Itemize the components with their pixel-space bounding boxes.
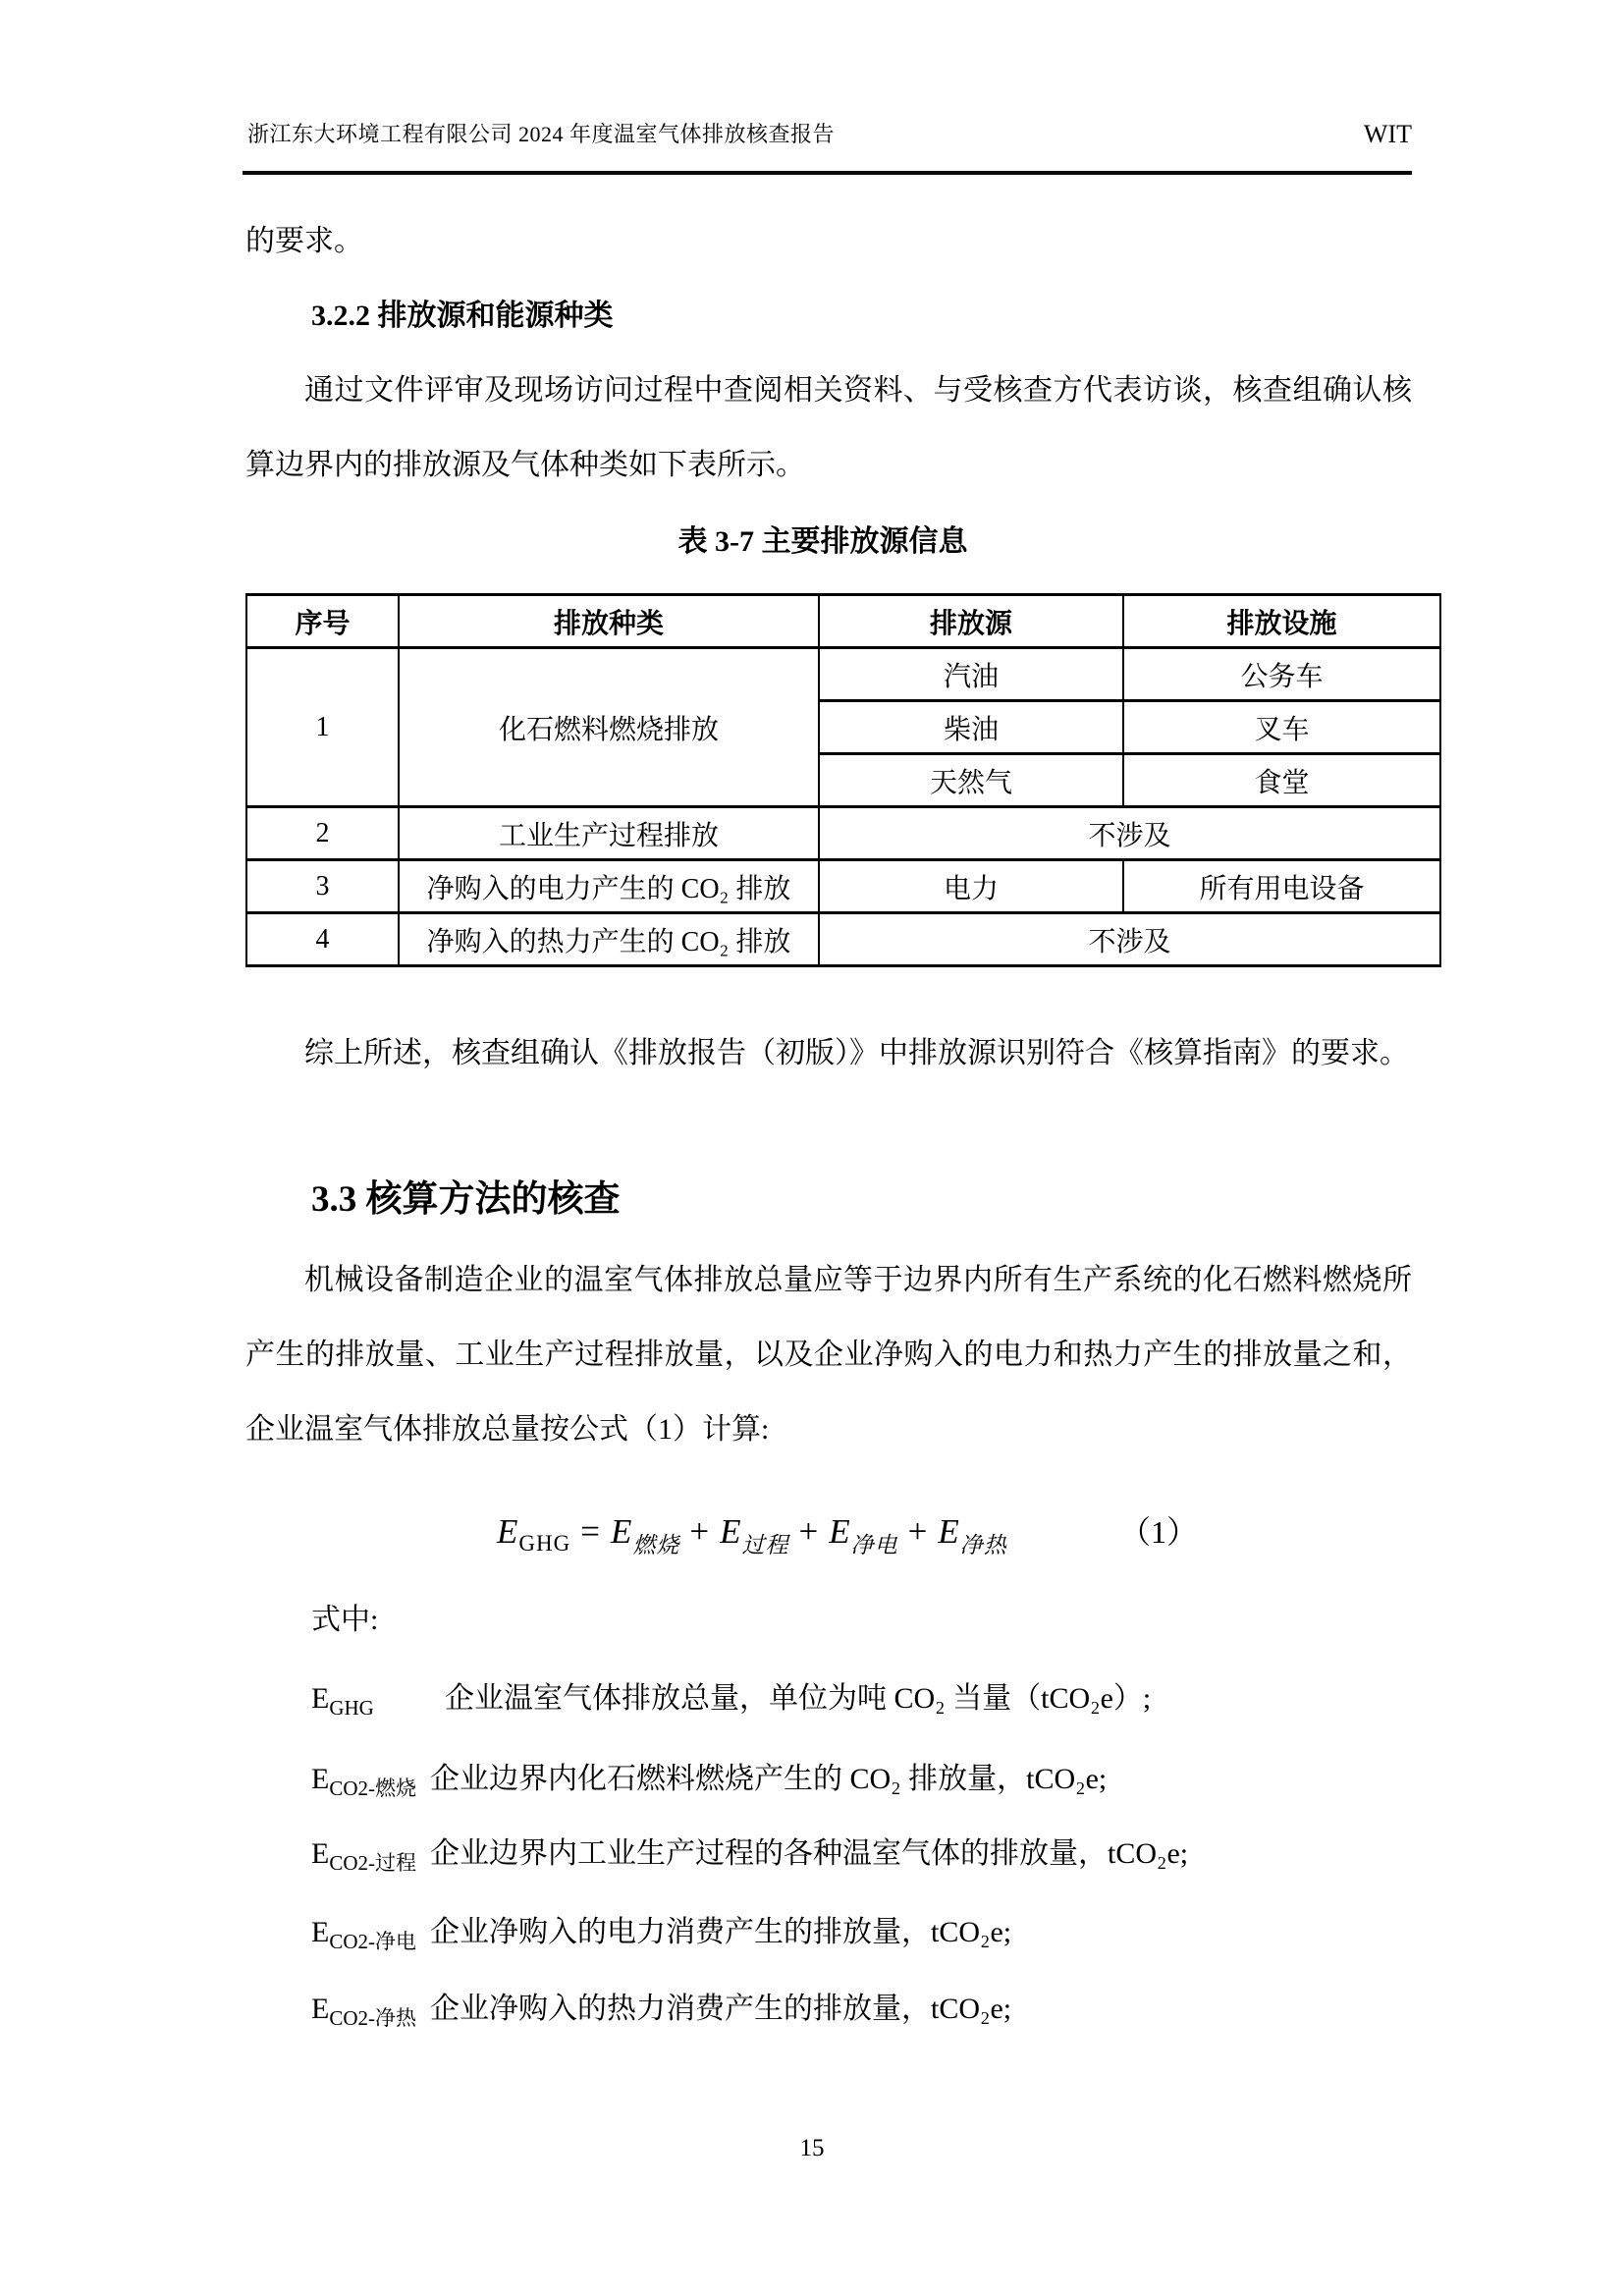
cell-source-gasoline: 汽油 xyxy=(819,648,1123,701)
definition-symbol-sub: GHG xyxy=(329,1696,374,1720)
cell-kind-4: 净购入的热力产生的 CO₂ 排放 xyxy=(399,913,819,966)
formula-term: E xyxy=(720,1512,742,1551)
cell-kind-2: 工业生产过程排放 xyxy=(399,807,819,860)
formula-1 xyxy=(245,1495,1412,1569)
definition-symbol-sub: CO2-净电 xyxy=(329,1930,416,1953)
formula-term-sub: 净热 xyxy=(959,1533,1007,1558)
cell-merged-2: 不涉及 xyxy=(819,807,1440,860)
formula-term: E xyxy=(829,1512,851,1551)
plus-sign: + xyxy=(689,1512,711,1551)
cell-facility-forklift: 叉车 xyxy=(1123,701,1440,754)
plus-sign: + xyxy=(907,1512,929,1551)
table-row xyxy=(246,648,1440,701)
definition-text: 企业净购入的热力消费产生的排放量，tCO₂e; xyxy=(430,1993,1012,2025)
header-title: 浙江东大环境工程有限公司 2024 年度温室气体排放核查报告 xyxy=(247,122,836,146)
definition-symbol xyxy=(311,1993,416,2030)
paragraph-summary: 综上所述，核查组确认《排放报告（初版）》中排放源识别符合《核算指南》的要求。 xyxy=(304,1037,1409,1069)
formula-term-sub: 燃烧 xyxy=(632,1533,680,1558)
definition-eco2-net-heat xyxy=(311,1972,1412,2047)
definition-symbol xyxy=(311,1916,416,1953)
definition-text: 企业边界内工业生产过程的各种温室气体的排放量，tCO₂e; xyxy=(430,1837,1189,1870)
definition-text: 企业边界内化石燃料燃烧产生的 CO₂ 排放量，tCO₂e; xyxy=(430,1763,1108,1795)
equals-sign: = xyxy=(580,1512,601,1551)
formula-term-sub: 过程 xyxy=(741,1533,789,1558)
definition-symbol-base: E xyxy=(311,1916,330,1948)
formula-equation xyxy=(497,1495,1007,1569)
formula-lhs-sub: GHG xyxy=(518,1531,571,1556)
definition-eghg xyxy=(311,1662,1412,1736)
cell-kind-1: 化石燃料燃烧排放 xyxy=(399,648,819,807)
definition-symbol-base: E xyxy=(311,1837,330,1870)
cell-source-gas: 天然气 xyxy=(819,754,1123,807)
cell-no-4: 4 xyxy=(246,913,399,966)
definition-symbol-sub: CO2-过程 xyxy=(329,1851,416,1875)
definition-text: 企业温室气体排放总量，单位为吨 CO₂ 当量（tCO₂e）; xyxy=(445,1682,1152,1715)
definition-eco2-combustion xyxy=(311,1742,1412,1817)
definition-symbol xyxy=(311,1662,431,1736)
header-rule xyxy=(243,171,1412,175)
paragraph-3-2-2: 通过文件评审及现场访问过程中查阅相关资料、与受核查方代表访谈，核查组确认核算边界内的排放源及气体种类如下表所示。 xyxy=(245,374,1412,481)
table-header-no: 序号 xyxy=(246,595,399,648)
table-row xyxy=(246,913,1440,966)
cell-source-diesel: 柴油 xyxy=(819,701,1123,754)
formula-term-sub: 净电 xyxy=(850,1533,898,1558)
table-header-facility: 排放设施 xyxy=(1123,595,1440,648)
page-header xyxy=(247,120,1412,149)
cell-kind-3: 净购入的电力产生的 CO₂ 排放 xyxy=(399,860,819,913)
paragraph-carryover: 的要求。 xyxy=(245,225,363,257)
page-number: 15 xyxy=(799,2135,825,2161)
heading-3-2-2: 3.2.2 排放源和能源种类 xyxy=(311,300,614,332)
table-header-row xyxy=(246,595,1440,648)
formula-term: E xyxy=(938,1512,960,1551)
definition-symbol xyxy=(311,1837,416,1875)
emission-sources-table xyxy=(245,593,1441,967)
header-logo-text: WIT xyxy=(1363,120,1412,148)
table-header-kind: 排放种类 xyxy=(399,595,819,648)
cell-no-1: 1 xyxy=(246,648,399,807)
cell-facility-canteen: 食堂 xyxy=(1123,754,1440,807)
table-header-source: 排放源 xyxy=(819,595,1123,648)
definition-symbol-base: E xyxy=(311,1763,330,1795)
definition-symbol xyxy=(311,1763,416,1800)
table-caption: 表 3-7 主要排放源信息 xyxy=(677,525,968,558)
definition-symbol-base: E xyxy=(311,1682,330,1715)
cell-source-electricity: 电力 xyxy=(819,860,1123,913)
cell-no-3: 3 xyxy=(246,860,399,913)
cell-merged-4: 不涉及 xyxy=(819,913,1440,966)
where-label: 式中: xyxy=(311,1604,379,1636)
cell-facility-electric: 所有用电设备 xyxy=(1123,860,1440,913)
definition-text: 企业净购入的电力消费产生的排放量，tCO₂e; xyxy=(430,1916,1012,1948)
definition-symbol-base: E xyxy=(311,1993,330,2025)
plus-sign: + xyxy=(798,1512,820,1551)
definition-symbol-sub: CO2-燃烧 xyxy=(329,1777,416,1800)
formula-term: E xyxy=(610,1512,633,1551)
definition-eco2-net-electricity xyxy=(311,1895,1412,1970)
table-row xyxy=(246,860,1440,913)
table-row xyxy=(246,807,1440,860)
definition-eco2-process xyxy=(311,1817,1412,1891)
formula-number: （1） xyxy=(1118,1514,1198,1550)
cell-facility-car: 公务车 xyxy=(1123,648,1440,701)
heading-3-3: 3.3 核算方法的核查 xyxy=(311,1179,621,1220)
definition-symbol-sub: CO2-净热 xyxy=(329,2006,416,2030)
cell-no-2: 2 xyxy=(246,807,399,860)
formula-lhs: E xyxy=(497,1512,519,1551)
paragraph-3-3: 机械设备制造企业的温室气体排放总量应等于边界内所有生产系统的化石燃料燃烧所产生的排放量、工业生产过程排放量，以及企业净购入的电力和热力产生的排放量之和，企业温室气体排放总量按公式（1）计算: xyxy=(245,1264,1412,1446)
